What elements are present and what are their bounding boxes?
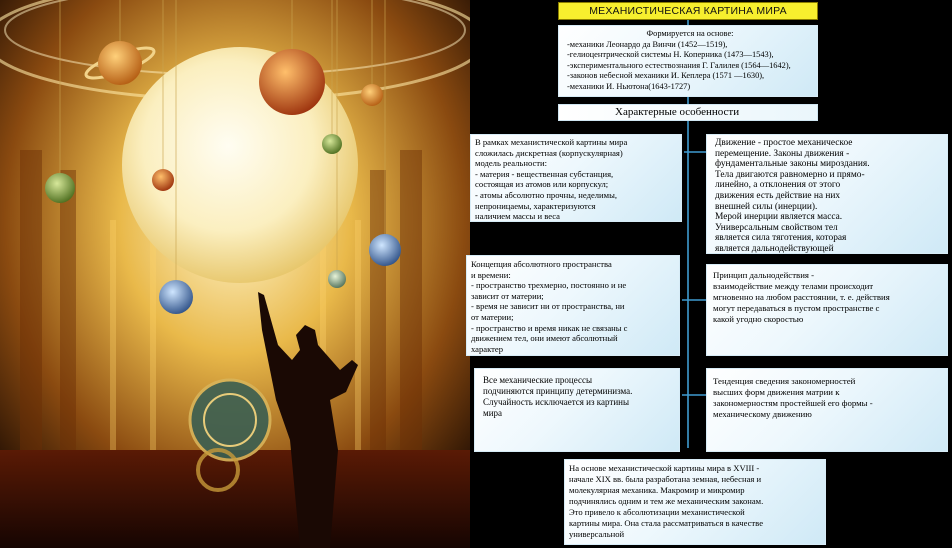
basis-item: -механики Леонардо да Винчи (1452—1519),: [567, 39, 728, 49]
discrete-model-box: В рамках механистической картины мира сложилась дискретная (корпускулярная) модель реальности: - материя - вещественная субстанция, состоящая из атомов или корпускул; - атомы абсолютно прочны, неделимы, непроницаемы, характеризуются наличием массы и веса: [470, 134, 682, 222]
basis-heading: Формируется на основе:: [646, 29, 734, 38]
features-label: Характерные особенности: [558, 104, 818, 121]
basis-item: -законов небесной механики И. Кеплера (1571 —1630),: [567, 71, 765, 81]
motion-laws-box: Движение - простое механическое перемещение. Законы движения - фундаментальные законы мироздания. Тела двигаются равномерно и прямо- линейно, а отклонения от этого движения есть действие на них внешней силы (инерции). Мерой инерции является масса. Универсальным свойством тел является сила тяготения, которая является дальнодействующей: [706, 134, 948, 254]
basis-item: -гелиоцентрической системы Н. Коперника (1473—1543),: [567, 50, 774, 60]
basis-item: -экспериментального естествознания Г. Галилея (1564—1642),: [567, 60, 791, 70]
space-time-box: Концепция абсолютного пространства и времени: - пространство трехмерно, постоянно и не зависит от материи; - время не зависит ни от пространства, ни от материи; - пространство и время никак не связаны с движением тел, они имеют абсолютный характер: [466, 255, 680, 356]
diagram-title: МЕХАНИСТИЧЕСКАЯ КАРТИНА МИРА: [558, 2, 818, 20]
basis-item: -механики И. Ньютона(1643-1727): [567, 81, 691, 91]
basis-box: [558, 25, 818, 97]
concept-diagram: [470, 0, 952, 548]
reduction-box: Тенденция сведения закономерностей высших форм движения матрии к закономерностям простейшей его формы - механическому движению: [706, 368, 948, 452]
long-range-box: Принцип дальнодействия - взаимодействие между телами происходит мгновенно на любом расстоянии, т. е. действия могут передаваться в пустом пространстве с какой угодно скоростью: [706, 264, 948, 356]
conclusion-box: На основе механистической картины мира в XVIII - начале XIX вв. была разработана земная, небесная и молекулярная механика. Макромир и микромир подчинялись одним и тем же механическим законам. Это привело к абсолютизации механистической картины мира. Она стала рассматриваться в качестве универсальной: [564, 459, 826, 545]
cosmos-artwork: [0, 0, 470, 548]
determinism-box: Все механические процессы подчиняются принципу детерминизма. Случайность исключается из картины мира: [474, 368, 680, 452]
cosmos-illustration: [0, 0, 470, 548]
